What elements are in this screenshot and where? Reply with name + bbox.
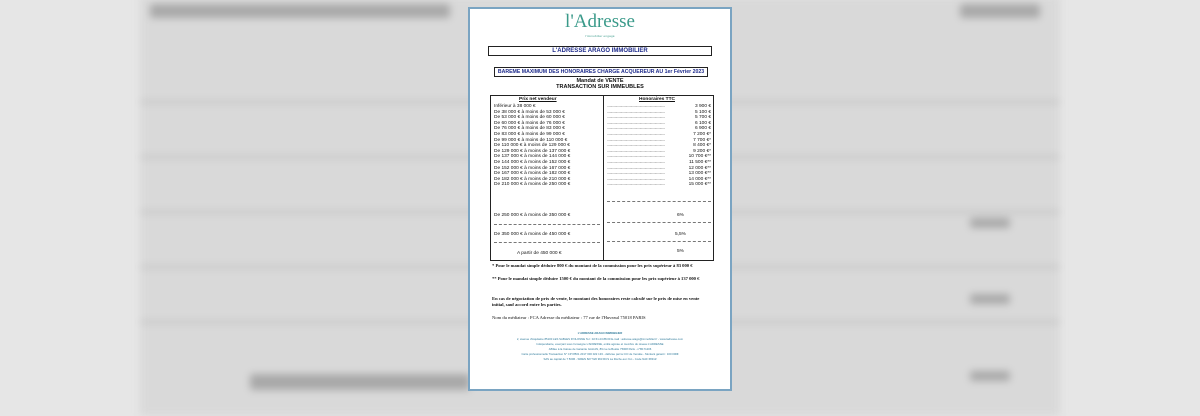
dot-leader: ...................................................................... xyxy=(607,132,666,137)
fee-amount: 5 100 € xyxy=(694,109,711,115)
fee-amount: 11 500 €** xyxy=(688,160,711,165)
dot-leader: ...................................................................... xyxy=(607,148,666,154)
fee-amount: 15 000 €** xyxy=(688,182,711,188)
price-range: De 53 000 € à moins de 60 000 € xyxy=(494,115,565,121)
logo-tagline: l'immobilier engagé xyxy=(585,34,615,38)
dot-leader: ...................................................................... xyxy=(607,137,666,143)
price-range: De 60 000 € à moins de 76 000 € xyxy=(494,120,565,126)
fee-amount: 3 900 € xyxy=(694,104,711,109)
fee-amount: 6 100 € xyxy=(694,120,711,126)
price-range: Inférieur à 38 000 € xyxy=(494,104,536,109)
mandate-title: Mandat de VENTE xyxy=(576,78,624,84)
fee-amount: 7 200 €* xyxy=(693,132,711,137)
fee-amount: 14 000 €** xyxy=(688,176,711,182)
dot-leader: ...................................................................... xyxy=(607,115,666,121)
agency-title: L'ADRESSE ARAGO IMMOBILIER xyxy=(488,46,712,56)
bareme-title: BAREME MAXIMUM DES HONORAIRES CHARGE ACQUEREUR AU 1er Février 2023 xyxy=(494,67,708,77)
note-simple-mandate-2: ** Pour le mandat simple déduire 1500 € du montant de la commission pour les prix supérieur à 137 000 € xyxy=(492,276,700,281)
footer-address: 2, avenue d'Aquitaine 85100 LES SABLES D'OLONNE Tel : 02.51.23.88.00 E-mail : adresse.arago@immobilier.fr - www.ladresse.com xyxy=(516,337,684,341)
fee-large-1: 6% xyxy=(677,213,684,218)
negotiation-note: En cas de négociation de prix de vente, le montant des honoraires reste calculé sur le prix de mise en vente initial, sauf accord entre les parties. xyxy=(492,296,700,307)
fee-amount: 12 000 €** xyxy=(688,165,711,171)
price-range: De 144 000 € à moins de 152 000 € xyxy=(494,160,571,165)
price-range: De 167 000 € à moins de 182 000 € xyxy=(494,171,571,177)
fee-table xyxy=(490,95,714,261)
price-range: De 76 000 € à moins de 83 000 € xyxy=(494,126,565,132)
ladresse-logo: l'Adresse xyxy=(565,11,635,32)
fee-amount: 7 700 €* xyxy=(693,137,711,143)
fee-large-3: 5% xyxy=(677,249,684,254)
dot-leader: ...................................................................... xyxy=(607,154,666,160)
fee-amount: 13 000 €** xyxy=(688,171,711,177)
dot-leader: ...................................................................... xyxy=(607,165,666,171)
price-range: De 129 000 € à moins de 137 000 € xyxy=(494,148,571,154)
dot-leader: ...................................................................... xyxy=(607,143,666,149)
dot-leader: ...................................................................... xyxy=(607,126,666,132)
price-range: De 99 000 € à moins de 110 000 € xyxy=(494,137,568,143)
dot-leader: ...................................................................... xyxy=(607,182,666,188)
price-range: De 182 000 € à moins de 210 000 € xyxy=(494,176,571,182)
footer-guarantee: Affiliée à la Caisse de Garantie GALIAN, 89 rue la Boétie 75008 Paris - n°B171206 xyxy=(548,347,652,351)
footer-agency-name: L'ADRESSE ARAGO IMMOBILIER xyxy=(577,331,623,335)
footer-network: Indépendante, exerçant sous l'enseigne L'ADRESSE, entité agréée et membre du réseau L'ADRESSE xyxy=(536,342,664,346)
fee-large-2: 5,5% xyxy=(675,232,686,237)
dot-leader: ...................................................................... xyxy=(607,160,666,165)
fee-amount: 6 900 € xyxy=(694,126,711,132)
price-range: De 137 000 € à moins de 144 000 € xyxy=(494,154,571,160)
dot-leader: ...................................................................... xyxy=(607,109,666,115)
price-range-large-3: A partir de 450 000 € xyxy=(517,251,562,256)
price-range: De 210 000 € à moins de 250 000 € xyxy=(494,182,571,188)
fee-schedule-document xyxy=(468,7,732,391)
price-column-header: Prix net vendeur xyxy=(519,97,557,102)
footer-license: Carte professionnelle Transaction N° CPI 8501 2017 000 022 133 - délivrée par la CCI de Vendée - Montant garanti : 160 000€ xyxy=(521,352,679,356)
fees-column-header: Honoraires TTC xyxy=(639,97,675,102)
footer-company: SAS au capital de 7 500€ - SIREN 827 520 963 RCS La Roche-sur-Yon - Code NAF 6831Z xyxy=(543,357,657,361)
dot-leader: ...................................................................... xyxy=(607,171,666,177)
note-simple-mandate-1: * Pour le mandat simple déduire 800 € du montant de la commission pour les prix supérieur à 83 000 € xyxy=(492,263,693,268)
transaction-title: TRANSACTION SUR IMMEUBLES xyxy=(556,84,644,90)
dot-leader: ...................................................................... xyxy=(607,176,666,182)
column-divider xyxy=(603,96,604,260)
fee-amount: 5 700 € xyxy=(694,115,711,121)
price-range: De 152 000 € à moins de 167 000 € xyxy=(494,165,571,171)
fee-amount: 8 400 €* xyxy=(693,143,711,149)
price-range-large-1: De 250 000 € à moins de 350 000 € xyxy=(494,213,571,218)
price-range-large-2: De 350 000 € à moins de 450 000 € xyxy=(494,232,571,237)
price-range: De 110 000 € à moins de 129 000 € xyxy=(494,143,570,149)
fee-amount: 10 700 €** xyxy=(688,154,711,160)
mediator-info: Nom du médiateur : FCA Adresse du médiateur : 77 rue de l'Huveaul 75018 PARIS xyxy=(492,315,646,320)
fee-amount: 9 200 €* xyxy=(693,148,711,154)
dot-leader: ...................................................................... xyxy=(607,104,666,109)
price-range: De 83 000 € à moins de 99 000 € xyxy=(494,132,565,137)
fee-amount-row xyxy=(607,182,711,188)
dot-leader: ...................................................................... xyxy=(607,120,666,126)
price-range: De 38 000 € à moins de 53 000 € xyxy=(494,109,565,115)
